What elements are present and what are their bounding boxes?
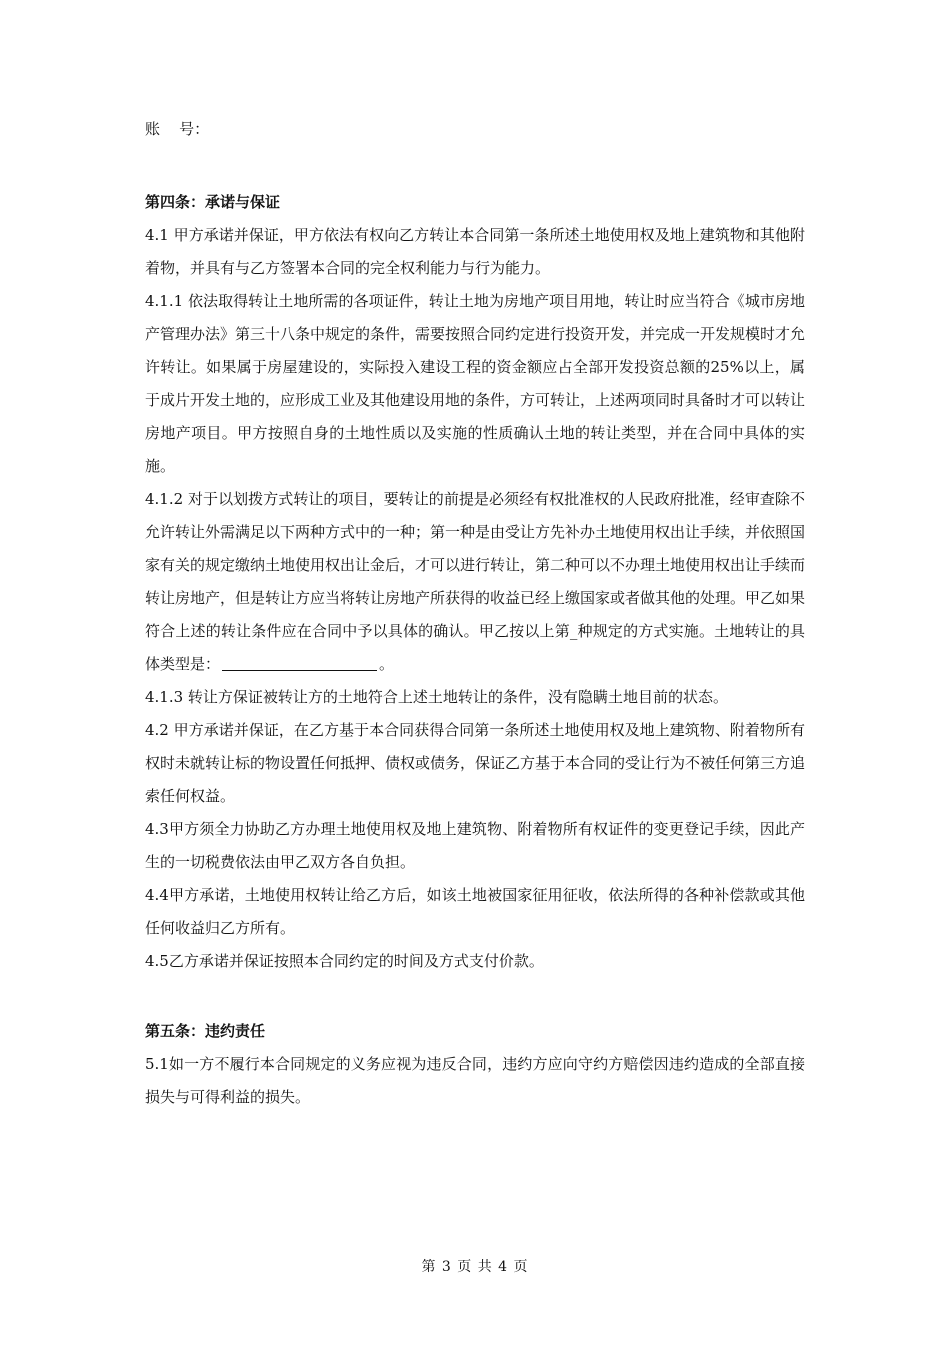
section-liability [145, 1015, 805, 1114]
fill-in-blank [222, 654, 377, 671]
paragraph-4-1: 4.1 甲方承诺并保证，甲方依法有权向乙方转让本合同第一条所述土地使用权及地上建筑物和其他附着物，并具有与乙方签署本合同的完全权利能力与行为能力。 [145, 226, 805, 277]
paragraph-5-1: 5.1如一方不履行本合同规定的义务应视为违反合同，违约方应向守约方赔偿因违约造成的全部直接损失与可得利益的损失。 [145, 1055, 805, 1106]
paragraph-4-4: 4.4甲方承诺，土地使用权转让给乙方后，如该土地被国家征用征收，依法所得的各种补偿款或其他任何收益归乙方所有。 [145, 886, 805, 937]
paragraph-4-1-2 [145, 483, 805, 681]
paragraph-4-5: 4.5乙方承诺并保证按照本合同约定的时间及方式支付价款。 [145, 952, 544, 970]
paragraph-4-2: 4.2 甲方承诺并保证，在乙方基于本合同获得合同第一条所述土地使用权及地上建筑物、附着物所有权时未就转让标的物设置任何抵押、债权或债务，保证乙方基于本合同的受让行为不被任何第三方追索任何权益。 [145, 721, 806, 805]
paragraph-4-1-3: 4.1.3 转让方保证被转让方的土地符合上述土地转让的条件，没有隐瞒土地目前的状态。 [145, 688, 728, 706]
section-commitments [145, 186, 805, 978]
paragraph-4-3: 4.3甲方须全力协助乙方办理土地使用权及地上建筑物、附着物所有权证件的变更登记手续，因此产生的一切税费依法由甲乙双方各自负担。 [145, 820, 805, 871]
account-label: 账 号： [145, 120, 210, 138]
blank-suffix: 。 [379, 655, 395, 673]
paragraph-4-1-1: 4.1.1 依法取得转让土地所需的各项证件，转让土地为房地产项目用地，转让时应当符合《城市房地产管理办法》第三十八条中规定的条件，需要按照合同约定进行投资开发，并完成一开发规模时才允许转让。如果属于房屋建设的，实际投入建设工程的资金额应占全部开发投资总额的25%以上，属于成片开发土地的，应形成工业及其他建设用地的条件，方可转让，上述两项同时具备时才可以转让房地产项目。甲方按照自身的土地性质以及实施的性质确认土地的转让类型，并在合同中具体的实施。 [145, 292, 806, 475]
document-body [145, 113, 805, 1114]
section-heading: 第四条：承诺与保证 [145, 193, 281, 211]
section-heading: 第五条：违约责任 [145, 1022, 266, 1040]
paragraph-4-1-2-text: 4.1.2 对于以划拨方式转让的项目，要转让的前提是必须经有权批准权的人民政府批准，经审查除不允许转让外需满足以下两种方式中的一种；第一种是由受让方先补办土地使用权出让手续，并依照国家有关的规定缴纳土地使用权出让金后，才可以进行转让，第二种可以不办理土地使用权出让手续而转让房地产，但是转让方应当将转让房地产所获得的收益已经上缴国家或者做其他的处理。甲乙如果符合上述的转让条件应在合同中予以具体的确认。甲乙按以上第_种规定的方式实施。土地转让的具体类型是： [145, 490, 806, 673]
page-number: 第 3 页 共 4 页 [421, 1259, 529, 1275]
